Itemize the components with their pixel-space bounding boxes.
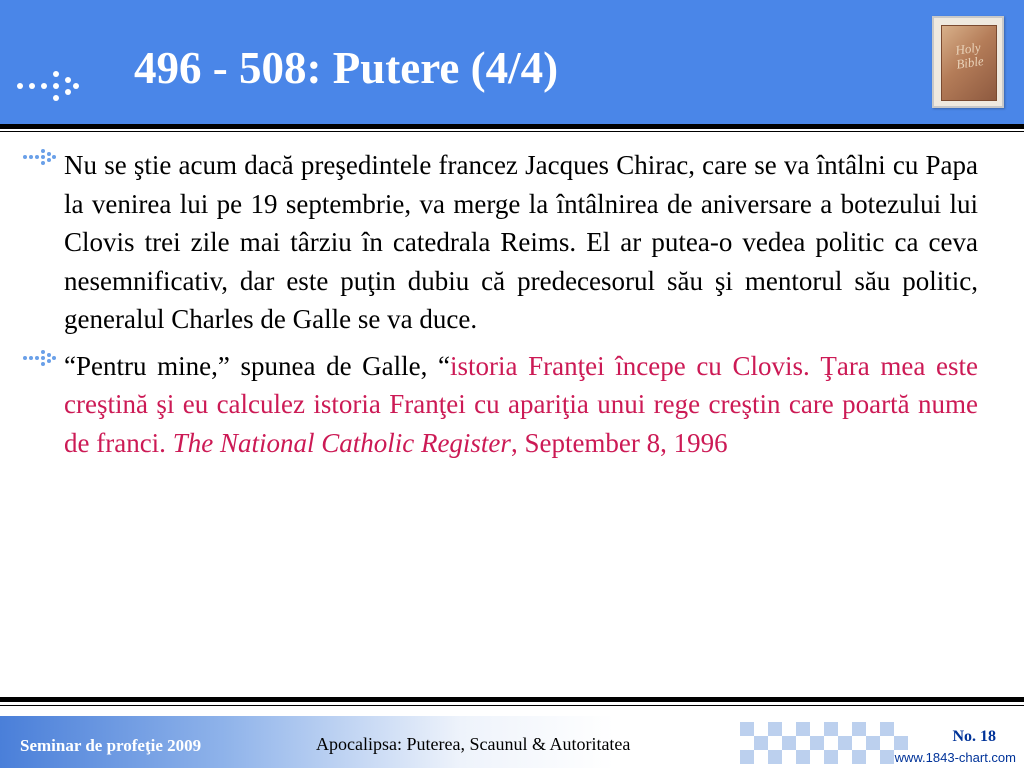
slide-body	[22, 146, 978, 470]
bullet-text: Nu se ştie acum dacă preşedintele francez Jacques Chirac, care se va întâlni cu Papa la venirea lui pe 19 septembrie, va merge la întâlnirea de aniversare a botezului lui Clovis trei zile mai târziu în catedrala Reims. El ar putea-o vedea politic ca ceva nesemnificativ, dar este puţin dubiu că predecesorul său şi mentorul său politic, generalul Charles de Galle se va duce.	[64, 150, 978, 334]
slide-title: 496 - 508: Putere (4/4)	[134, 43, 559, 93]
footer-seminar-label: Seminar de profeţie 2009	[20, 736, 202, 755]
bullet-item	[22, 146, 978, 339]
footer-divider-thick	[0, 697, 1024, 702]
bible-image	[932, 16, 1004, 108]
dotted-arrow-bullet-icon	[22, 349, 56, 367]
source-date: , September 8, 1996	[510, 427, 728, 458]
slide-footer	[0, 716, 1024, 768]
dotted-arrow-bullet-icon	[22, 148, 56, 166]
footer-topic-label: Apocalipsa: Puterea, Scaunul & Autoritatea	[316, 734, 631, 754]
bullet-item	[22, 347, 978, 463]
bullet-text	[64, 347, 978, 463]
slide-number: No. 18	[952, 728, 996, 745]
footer-url: www.1843-chart.com	[894, 750, 1016, 765]
slide-header	[0, 0, 1024, 124]
quote-text: istoria Franţei începe cu Clovis. Ţara mea este creştină şi eu calculez istoria Franţei cu apariţia unui rege creştin care poartă nume de franci.	[64, 350, 978, 458]
footer-divider-thin	[0, 705, 1024, 706]
source-title: The National Catholic Register	[172, 427, 511, 458]
quote-lead: “Pentru mine,” spunea de Galle, “	[64, 350, 451, 381]
bible-book-icon	[941, 25, 997, 101]
dots-logo-icon	[16, 58, 80, 106]
bible-icon-text: Holy Bible	[954, 39, 985, 72]
header-divider-thick	[0, 124, 1024, 129]
header-divider-thin	[0, 131, 1024, 132]
